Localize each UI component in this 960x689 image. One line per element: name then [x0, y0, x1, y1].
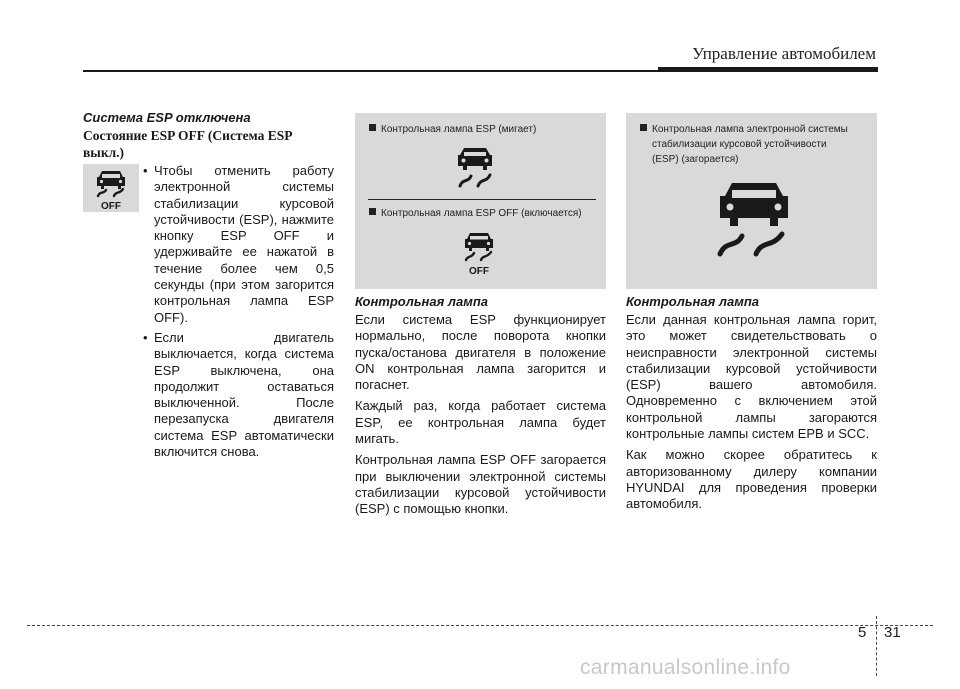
watermark: carmanualsonline.info — [580, 656, 791, 679]
esp-off-icon — [463, 230, 495, 278]
esp-off-icon — [83, 164, 139, 212]
middle-column-text — [355, 312, 606, 523]
esp-off-icon-label: OFF — [101, 201, 121, 212]
chapter-number: 5 — [858, 624, 867, 641]
legend-esp-blink: Контрольная лампа ESP (мигает) — [369, 122, 536, 138]
esp-icon — [714, 178, 794, 260]
panel-divider — [368, 199, 596, 200]
middle-column-heading: Контрольная лампа — [355, 294, 488, 309]
paragraph: Каждый раз, когда работает система ESP, ее контрольная лампа будет мигать. — [355, 398, 606, 447]
legend-bullet-square — [369, 208, 376, 215]
legend-esp-off: Контрольная лампа ESP OFF (включается) — [369, 206, 582, 222]
esp-malfunction-panel — [626, 113, 877, 289]
left-bullet-list — [146, 163, 334, 464]
paragraph: Если данная контрольная лампа горит, это может свидетельствовать о неисправности электронной системы стабилизации курсовой устойчивости (ESP) вашего автомобиля. Одновременно с включением этой контрольной лампы загораются контрольные лампы систем EPB и SCC. — [626, 312, 877, 442]
right-column-text — [626, 312, 877, 518]
header-rule-accent — [658, 67, 878, 72]
paragraph: Контрольная лампа ESP OFF загорается при выключении электронной системы стабилизации курсовой устойчивости (ESP) с помощью кнопки. — [355, 452, 606, 517]
section-heading: Система ESP отключена — [83, 110, 251, 125]
esp-off-icon-label: OFF — [469, 266, 489, 277]
footer-rule — [27, 625, 933, 626]
legend-esp-malfunction: Контрольная лампа электронной системы стабилизации курсовой устойчивости (ESP) (загорается) — [640, 122, 848, 167]
page-number-separator — [876, 616, 878, 676]
legend-bullet-square — [369, 124, 376, 131]
bullet-item: • Чтобы отменить работу электронной системы стабилизации курсовой устойчивости (ESP), нажмите кнопку ESP OFF и удерживайте ее нажатой в течение более чем 0,5 секунды (при этом загорится контрольная лампа ESP OFF). — [146, 163, 334, 326]
section-header-title: Управление автомобилем — [692, 44, 876, 63]
esp-icon — [455, 144, 495, 192]
page-number: 31 — [884, 624, 901, 641]
legend-bullet-square — [640, 124, 647, 131]
esp-lamp-panel — [355, 113, 606, 289]
paragraph: Как можно скорее обратитесь к авторизованному дилеру компании HYUNDAI для проведения проверки автомобиля. — [626, 447, 877, 512]
bullet-item: • Если двигатель выключается, когда система ESP выключена, она продолжит оставаться выключенной. После перезапуска двигателя система ESP автоматически включится снова. — [146, 330, 334, 460]
esp-off-icon-box — [83, 164, 139, 212]
section-subheading: Состояние ESP OFF (Система ESP выкл.) — [83, 128, 292, 160]
right-column-heading: Контрольная лампа — [626, 294, 759, 309]
paragraph: Если система ESP функционирует нормально, после поворота кнопки пуска/останова двигателя в положение ON контрольная лампа загорится и погаснет. — [355, 312, 606, 393]
